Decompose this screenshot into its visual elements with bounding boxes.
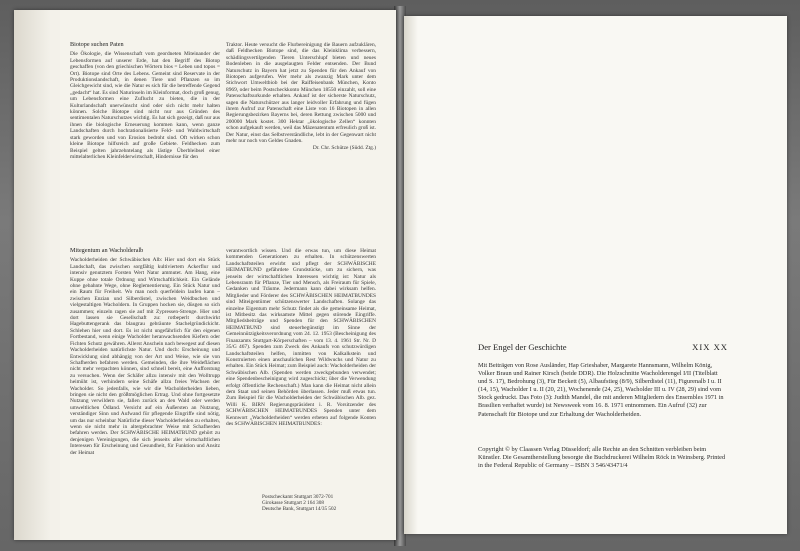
biotope-signature: Dr. Chr. Schütze (Südd. Ztg.) bbox=[312, 144, 376, 151]
colophon-title-row bbox=[478, 342, 728, 352]
book-title: Der Engel der Geschichte bbox=[478, 342, 567, 352]
biotope-column-1 bbox=[70, 42, 220, 160]
account-line: Postscheckamt Stuttgart 3072-701 bbox=[262, 494, 334, 500]
wacholder-text-2: verantwortlich wissen. Und die erwas tun, um diese Heimat kommenden Generationen zu erhalten. In schützenswerten Landschaftsteilen erwirbt und pflegt der SCHWÄBISCHE HEIMATBUND gefährdete Grundstücke, um zu sichern, was jenseits der wirtschaftlichen Interessen wichtig ist: Natur als Lebensraum für Pflanze, Tier und Mensch, als Freiraum für Spiele, Gedanken und Träume. Jedermann kann dabei wirksam helfen. Mitglieder und Förderer des SCHWÄBISCHEN HEIMATBUNDES sind Miteigentümer schützenswerter Landschaften. Solange das einzelne Eigentum mehr Schutz findet als die gemeinsame Heimat, ist Mitbesitz das wirksamste Mittel gegen störende Eingriffe. Mitgliedsbeiträge und Spenden für den SCHWÄBISCHEN HEIMATBUND sind steuerbegünstigt im Sinne der Gemeinnützigkeitsverordnung vom 24. 12. 1953 (Bescheinigung des Finanzamts Stuttgart-Körperschaften – vom 13. 4. 1961 Str. Nr. D 35/G 467). Spenden zum Zweck des Ankaufs von schutzwürdigen Landschaftsteilen helfen, inmitten von Kalkalkstein und Konstruierten einen anschaulichen Rest Wildwuchs und Natur zu erhalten. Ein Stück Heimat; zum Beispiel auch: Wacholderheiden der Schwäbischen Alb. (Spenden werden zweckgebunden verwendet; eine Spendenbescheinigung wird zugeschickt; über die Verwendung erfolgt öffentliche Rechenschaft.) Man kann die Heimat nicht allein dem Staat und seinen Behörden überlassen. Jeder muß etwas tun. Zum Beispiel für die Wacholderheiden der Schwäbischen Alb. gez. Willi K. BIRN Regierungspräsident i. R. Vorsitzender des SCHWÄBISCHEN HEIMATBUNDES Spenden unter dem Kennwort „Wacholderheiden“ werden erbeten auf folgende Konten des SCHWÄBISCHEN HEIMATBUNDES: bbox=[226, 248, 376, 427]
biotope-text-1: Die Ökologie, die Wissenschaft vom geordneten Miteinander der Lebensformen auf unserer Erde, hat den Begriff des Biotop geschaffen (von den griechischen Wörtern bios = Leben und topos = Ort). Biotope sind Orte des Lebens. Gemeint sind Reservate in der Produktionslandschaft, in denen Tiere und Pflanzen so im Gleichgewicht sind, wie die Natur es sich für die betreffende Gegend „gedacht“ hat. Es sind Naturinseln im Kleinformat, doch groß genug, um Lebensformen eine Zuflucht zu bieten, die in der Kulturlandschaft unerwünscht sind oder sich nicht mehr halten können. Solche Biotope sind nicht nur aus Gründen des sentimentalen Naturschutzes wichtig. Es hat sich gezeigt, daß nur aus ihnen die biologische Erneuerung kommen kann, wenn ganze Landschaften durch hochrationalisierte Feld- und Waldwirtschaft stark geworden und von Erosion bedroht sind. Oft wirken schon kleine Biotope hilfsreich auf große Gebiete. Feldhecken zum Beispiel gelten jahrzehntelang als lästige Überbleibsel einer mittelalterlichen Kleinfelderwirtschaft, Hindernisse für den bbox=[70, 51, 220, 160]
wacholder-heading: Mitegentum an Wacholderalb bbox=[70, 247, 144, 254]
wacholder-column-1 bbox=[70, 248, 220, 456]
biotope-text-2: Traktor. Heute versucht die Flurbereinigung die Bauern aufzuklären, daß Feldhecken Biotope sind, die das Kleinklima verbessern, schädlingsvertilgenden Tieren Unterschlupf bieten und neues Bodenleben in die ausgelaugten Felder entsenden. Der Bund Naturschutz in Bayern hat jetzt zu Spenden für den Ankauf von Biotopen aufgerufen. Wer mehr als zwanzig Mark unter dem Stichwort Umweltbiob bei der Raiffeisenbank München, Konto 8969, oder beim Postscheckkonto München 18550 einzahlt, soll eine Patenschaftsurkunde erhalten. Ankauf ist der sicherste Naturschutz, sagen die Naturschützer aus langer leidvoller Erfahrung und fügen ihrem Aufruf zur Patenschaft eine Liste von 16 Biotopen in allen Regierungsbezirken Bayerns bei, deren Rettung zwischen 5000 und 200000 Mark kostet. 300 Hektar „ökologische Zellen“ konnten schon aufgekauft werden, weil das Mäzenatentum erfreulich groß ist. Der Natur, einst das Selbstverständliche, lebt in der Gegenwart nicht mehr nur noch von Geldes Gnaden. bbox=[226, 42, 376, 145]
biotope-column-2 bbox=[226, 42, 376, 151]
colophon-copyright: Copyright © by Claassen Verlag Düsseldorf; alle Rechte an den Schnitten verbleiben beim Künstler. Die Gesamtherstellung besorgte die Buchdruckerei Wilhelm Röck in Weinsberg. Printed in the Federal Republic of Germany – ISBN 3 546/43471/4 bbox=[478, 446, 726, 470]
wacholder-text-1: Wacholderheiden der Schwäbischen Alb: Hier und dort ein Stück Landschaft, das zwischen sorgfältig kultiviertem Ackerflur und intensiv genutztem Forsten Wert Natur ammutet. Am Hang, eine Kuppe ohne totale Ordnung und Wirtschaftlichkeit. Ein Gelände ohne gebahnte Wege, ohne Reglementierung. Ein Stück Natur und ein Raum für Freiheit. Wo man noch querfeldein laufen kann – zwischen Enzian und Silberdistel, zwischen Weidbuchen und vielgestaltigen Wacholdern. In Gruppen hocken sie, düsgen so sich zusammen; einzeln ragen sie auf mit Zypressen-Strenge. Hier und dort lassen sie Gesellschaft zu: rotbeperlt durchwirkt Hagebuttengerank das blaugrau gebräunte Stachelgründickicht. Schlehen hier und dort. Es ist nicht ungefährlich für den eigenen Fortbestand, wenn einige Wacholder heranwachsenden Kiefern oder Fichten Schutz gewähren. Allerst Anschein nach bewegest auf diesen Wacholderheiden natürlichste Natur. Und doch: Erscheinung und Entwicklung sind abhängig von der Art und Weise, wie sie von Schafherden befahren werden. Gemeinden, die ihre Weideflächen nicht mehr verpachten können, sind schnell bereit, eine Aufforstung zu versuchen. Wenn der Schäfer allzu intensiv mit den Wolltrupp heimüht ist, verhindern seine Schäfe allzu freies Wachsen der Wacholder. So jedenfalls, wie wir die Wacholderheiden lieben, bringen sie nicht den größtmöglichen Ertrag. Und ohne fortgesetzte Nutzung verwildern sie, fallen zurück an den Wald oder werden umweltlichen Ödland. Versicht auf ein Äußersten an Nutzung, verständiger Sinn und Aufwand für pflegende Eingriffe sind nötig, um das nur scheinbar Natürliche dieser Wacholderheiden zu erhalten, wenn sie nicht mehr in altergebrachter Weise mit Schafherden befahren werden. Der SCHWÄBISCHE HEIMATBUND gehört zu denjenigen Vereinigungen, die sich jenseits aller wirtschaftlichen Interessen für Erscheinung und Gesundheit, für Funktion und Ansitz der Heimat bbox=[70, 257, 220, 456]
account-line: Girokasse Stuttgart 2 164 308 bbox=[262, 500, 324, 507]
bank-accounts bbox=[262, 494, 352, 513]
account-line: Deutsche Bank, Stuttgart 14/35 502 bbox=[262, 506, 337, 513]
roman-numerals: XIX XX bbox=[692, 342, 728, 352]
left-page bbox=[14, 10, 396, 540]
wacholder-column-2 bbox=[226, 248, 376, 427]
biotope-heading: Biotope suchen Paten bbox=[70, 41, 124, 48]
colophon-contributors: Mit Beiträgen von Rose Ausländer, Hap Grieshaber, Margarete Hannsmann, Wilhelm König, Volker Braun und Rainer Kirsch (beide DDR). Die Holzschnitte Wacholderengel I/II (Titelblatt und S. 17), Bedrohung (3), Für Beckett (5), Albaufstieg (8/9), Silberdistel (11), Figurenalb I u. II (14, 15), Wacholder I u. II (20, 21), Wochenende (24, 25), Wacholder III u. IV (28, 29) sind vom Stock gedruckt. Das Foto (3): Judith Mandel, die mit anderen Mitgliedern des Ensembles 1971 in Brasilien verhaftet wurde) ist Newsweek vom 16. 8. 1971 entnommen. Ein Aufruf (32) zur Patenschaft für Biotope und zur Erhaltung der Wacholderheiden. bbox=[478, 362, 724, 418]
